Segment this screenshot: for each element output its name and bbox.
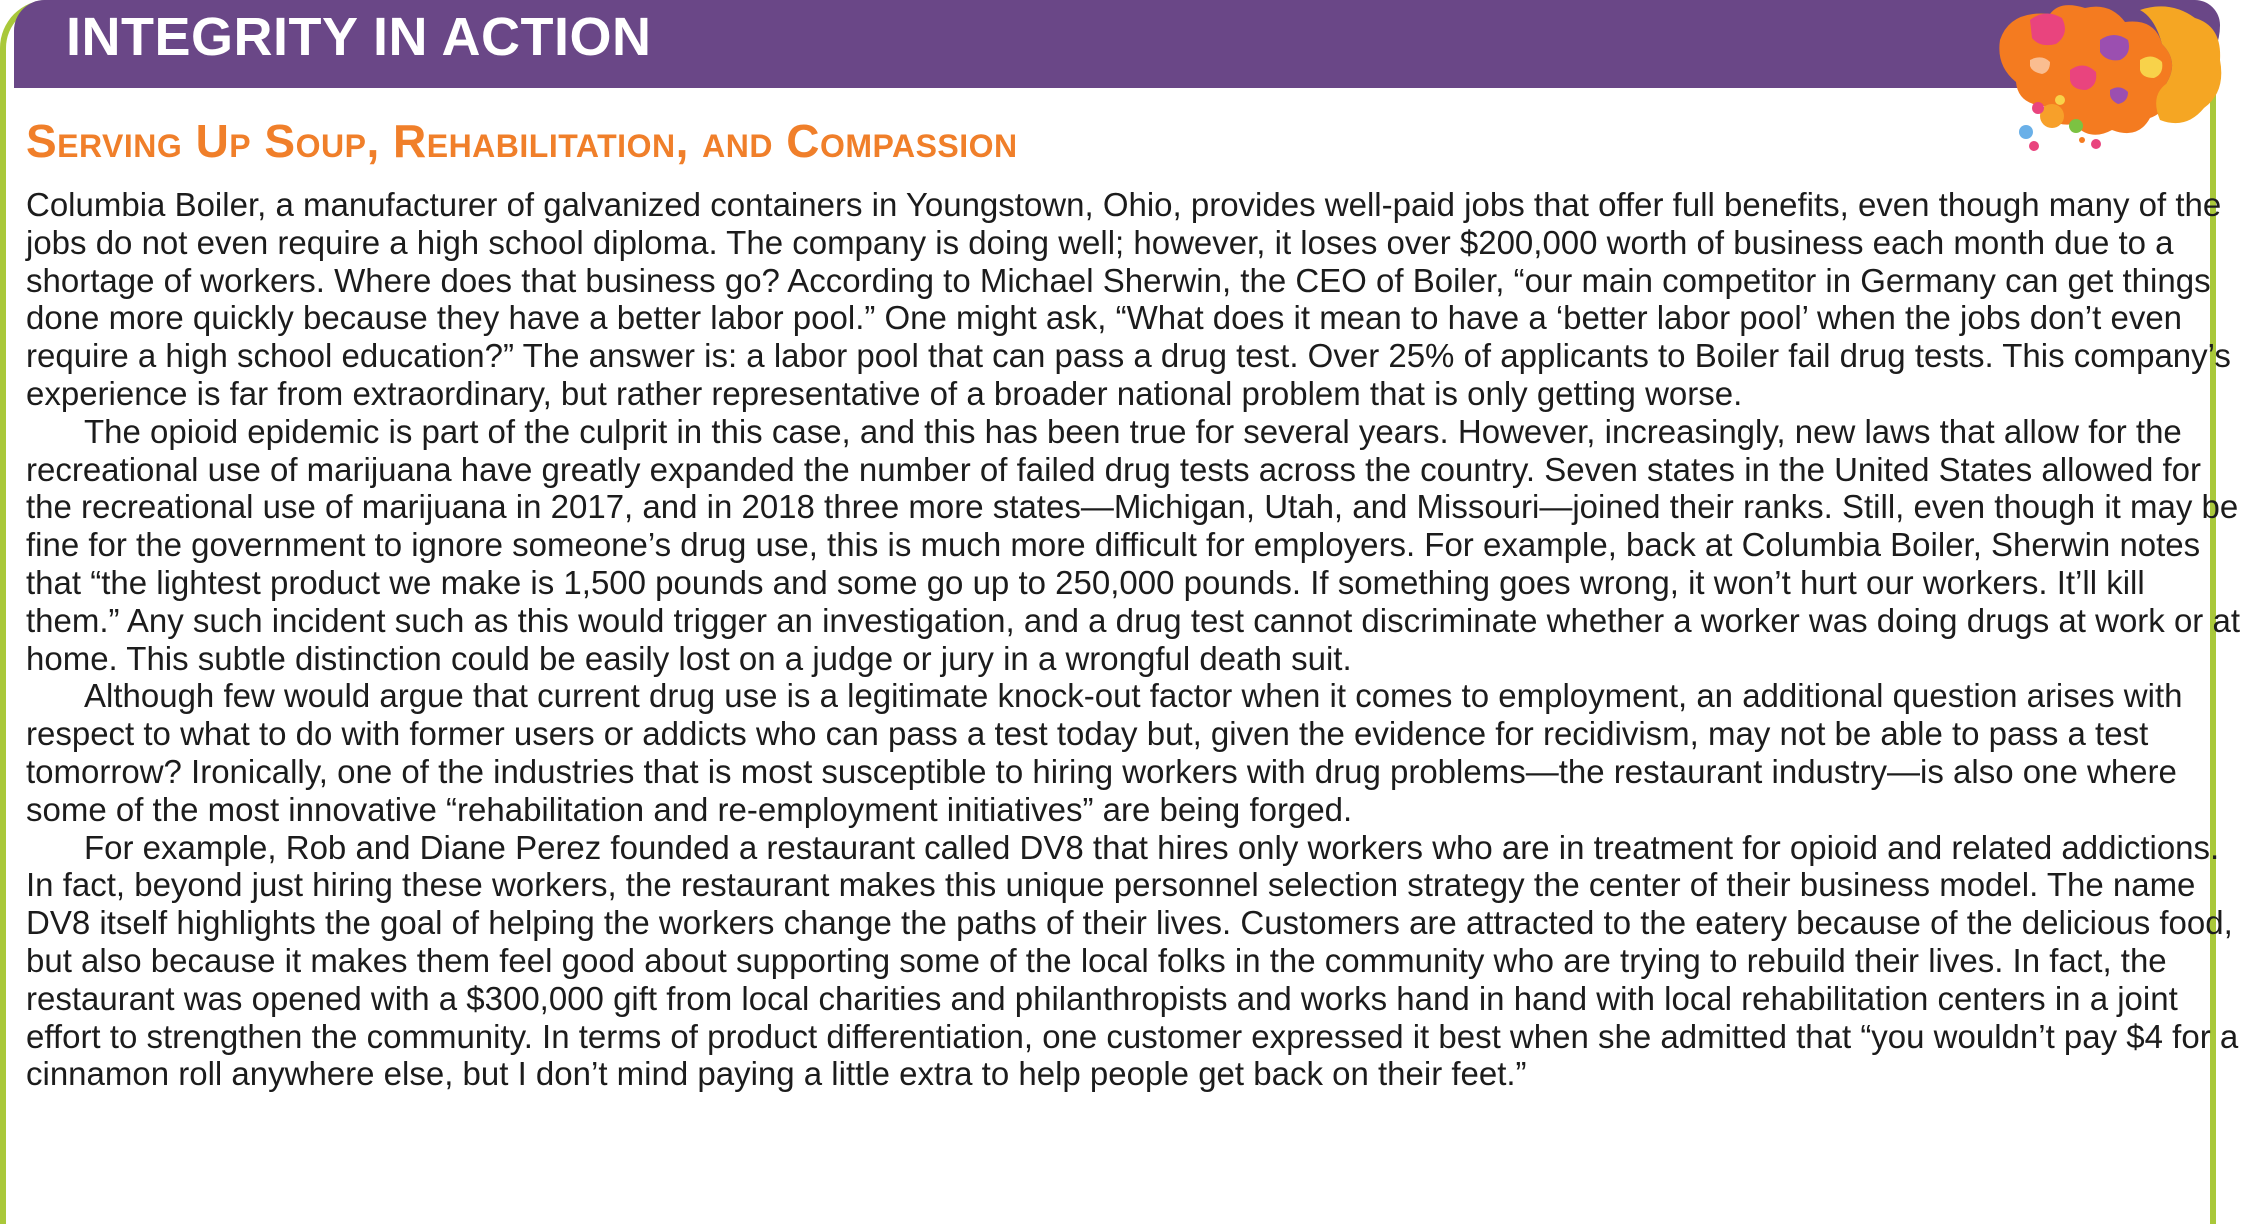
article-title: Serving Up Soup, Rehabilitation, and Compassion — [26, 115, 1018, 167]
paragraph-4: For example, Rob and Diane Perez founded a restaurant called DV8 that hires only workers who are in treatment for opioid and related addictions. In fact, beyond just hiring these workers, the restaurant makes this unique personnel selection strategy the center of their business model. The name DV8 itself highlights the goal of helping the workers change the paths of their lives. Customers are attracted to the eatery because of the delicious food, but also because it makes them feel good about supporting some of the local folks in the community who are trying to rebuild their lives. In fact, the restaurant was opened with a $300,000 gift from local charities and philanthropists and works hand in hand with local rehabilitation centers in a joint effort to strengthen the community. In terms of product differentiation, one customer expressed it best when she admitted that “you wouldn’t pay $4 for a cinnamon roll anywhere else, but I don’t mind paying a little extra to help people get back on their feet.” — [26, 828, 2239, 1093]
puzzle-pieces-icon — [1990, 0, 2230, 170]
paragraph-3: Although few would argue that current drug use is a legitimate knock-out factor when it comes to employment, an additional question arises with respect to what to do with former users or addicts who can pass a test today but, given the evidence for recidivism, may not be able to pass a test tomorrow? Ironically, one of the industries that is most susceptible to hiring workers with drug problems—the restaurant industry—is also one where some of the most innovative “rehabilitation and re-employment initiatives” are being forged. — [26, 677, 2183, 828]
paragraph-2: The opioid epidemic is part of the culprit in this case, and this has been true for several years. However, increasingly, new laws that allow for the recreational use of marijuana have greatly expanded the number of failed drug tests across the country. Seven states in the United States allowed for the recreational use of marijuana in 2017, and in 2018 three more states—Michigan, Utah, and Missouri—joined their ranks. Still, even though it may be fine for the government to ignore someone’s drug use, this is much more difficult for employers. For example, back at Columbia Boiler, Sherwin notes that “the lightest product we make is 1,500 pounds and some go up to 250,000 pounds. If something goes wrong, it won’t hurt our workers. It’ll kill them.” Any such incident such as this would trigger an investigation, and a drug test cannot discriminate whether a worker was doing drugs at work or at home. This subtle distinction could be easily lost on a judge or jury in a wrongful death suit. — [26, 412, 2240, 677]
article-body — [26, 186, 2246, 1093]
feature-banner-title: INTEGRITY IN ACTION — [66, 7, 652, 67]
paragraph-1: Columbia Boiler, a manufacturer of galvanized containers in Youngstown, Ohio, provides well-paid jobs that offer full benefits, even though many of the jobs do not even require a high school diploma. The company is doing well; however, it loses over $200,000 worth of business each month due to a shortage of workers. Where does that business go? According to Michael Sherwin, the CEO of Boiler, “our main competitor in Germany can get things done more quickly because they have a better labor pool.” One might ask, “What does it mean to have a ‘better labor pool’ when the jobs don’t even require a high school education?” The answer is: a labor pool that can pass a drug test. Over 25% of applicants to Boiler fail drug tests. This company’s experience is far from extraordinary, but rather representative of a broader national problem that is only getting worse. — [26, 186, 2231, 412]
feature-banner — [14, 0, 2220, 88]
